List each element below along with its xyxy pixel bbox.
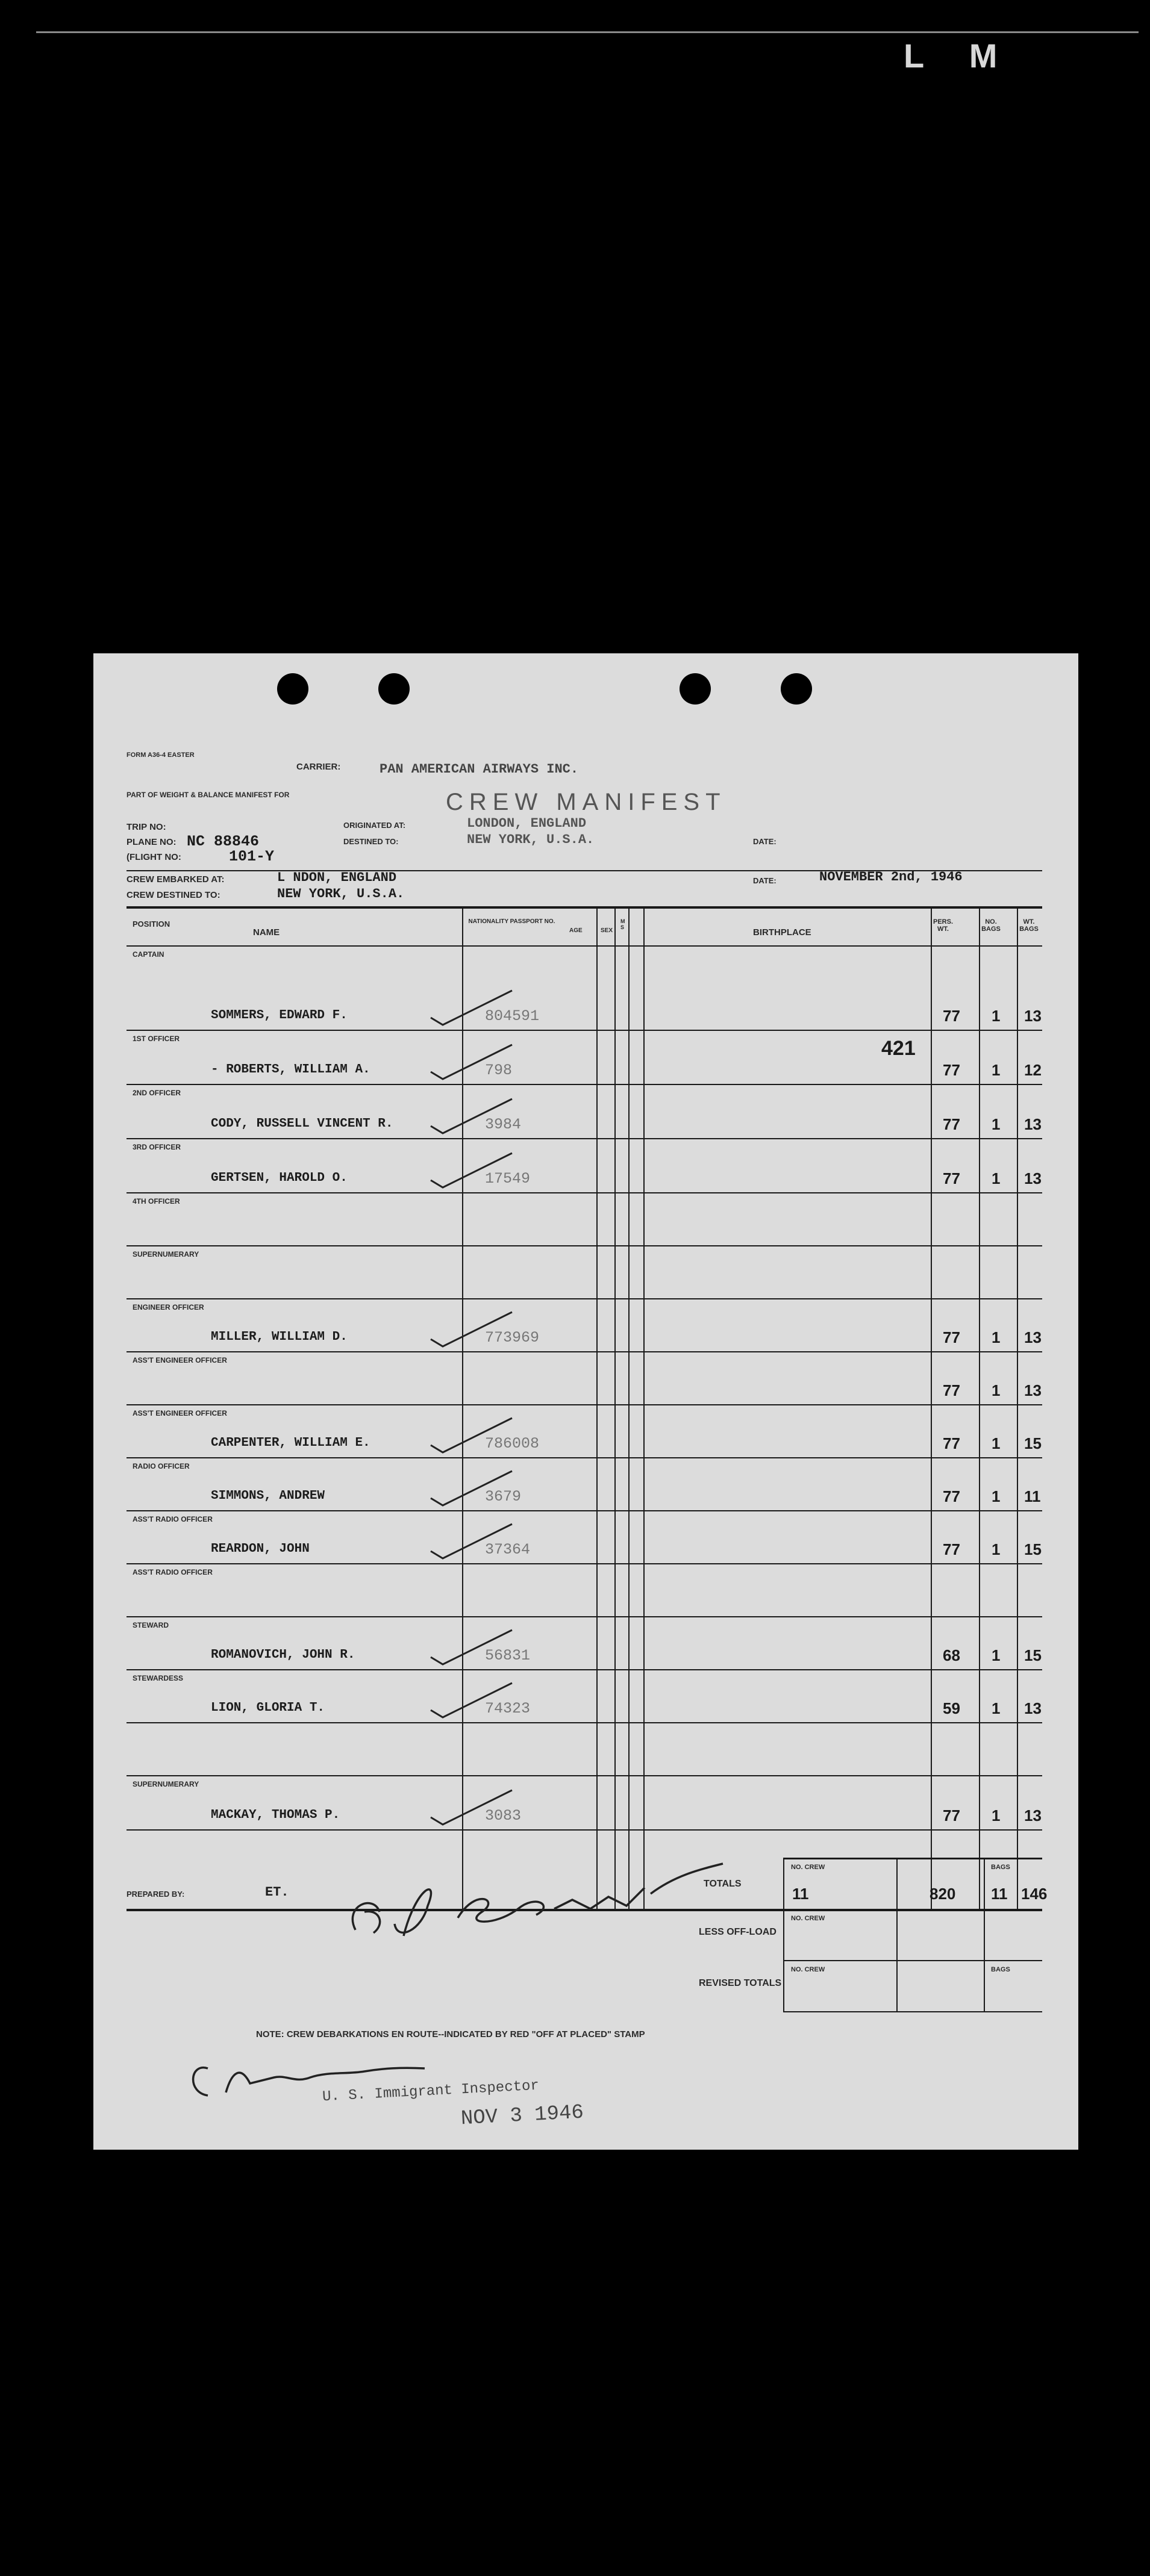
row-bag-weight: 13 (1024, 1328, 1042, 1346)
row-position: ASS'T ENGINEER OFFICER (133, 1409, 227, 1417)
row-position: ASS'T RADIO OFFICER (133, 1568, 213, 1576)
carrier-label: CARRIER: (296, 762, 341, 772)
table-row (127, 1616, 1042, 1669)
embarked-label: CREW EMBARKED AT: (127, 874, 225, 885)
row-bags: 1 (992, 1434, 1001, 1452)
row-position: STEWARD (133, 1621, 169, 1629)
row-name: LION, GLORIA T. (211, 1701, 325, 1715)
originated-label: ORIGINATED AT: (343, 821, 406, 830)
row-passport: 804591 (485, 1007, 540, 1025)
corner-mark: L M (904, 37, 1016, 75)
row-name: CARPENTER, WILLIAM E. (211, 1436, 370, 1450)
row-pers-weight: 77 (943, 1381, 960, 1399)
row-bag-weight: 11 (1024, 1487, 1041, 1505)
col-name: NAME (253, 927, 280, 938)
carrier-value: PAN AMERICAN AIRWAYS INC. (380, 762, 579, 777)
table-row (127, 1245, 1042, 1298)
checkmark-icon (428, 988, 518, 1030)
row-position: RADIO OFFICER (133, 1462, 190, 1470)
row-name: GERTSEN, HAROLD O. (211, 1171, 348, 1185)
row-bag-weight: 15 (1024, 1646, 1042, 1664)
embarked-value: L NDON, ENGLAND (277, 870, 397, 885)
row-pers-weight: 77 (943, 1115, 960, 1133)
row-passport: 74323 (485, 1700, 531, 1717)
originated-value: LONDON, ENGLAND (467, 816, 587, 831)
row-bag-weight: 13 (1024, 1115, 1042, 1133)
row-position: ASS'T RADIO OFFICER (133, 1515, 213, 1523)
no-crew-label: NO. CREW (791, 1864, 825, 1871)
date2-value: NOVEMBER 2nd, 1946 (819, 870, 963, 885)
row-position: 3RD OFFICER (133, 1143, 181, 1151)
header-note: PART OF WEIGHT & BALANCE MANIFEST FOR (127, 791, 290, 799)
col-bags: NO. BAGS (981, 918, 1001, 933)
row-bag-weight: 12 (1024, 1061, 1042, 1079)
table-row (127, 1775, 1042, 1829)
checkmark-icon (428, 1042, 518, 1084)
col-sex: SEX (601, 927, 613, 934)
no-crew-label: NO. CREW (791, 1915, 825, 1922)
checkmark-icon (428, 1787, 518, 1829)
total-weight: 820 (930, 1885, 956, 1903)
row-pers-weight: 68 (943, 1646, 960, 1664)
plane-value: NC 88846 (187, 833, 260, 850)
row-passport: 786008 (485, 1435, 540, 1452)
prepared-value: ET. (265, 1885, 289, 1900)
table-row (127, 1192, 1042, 1245)
row-passport: 3984 (485, 1116, 522, 1133)
bags-label: BAGS (991, 1864, 1010, 1871)
table-row (127, 1722, 1042, 1775)
row-bags: 1 (992, 1487, 1001, 1505)
row-bags: 1 (992, 1381, 1001, 1399)
flight-label: (FLIGHT NO: (127, 852, 181, 862)
row-bag-weight: 15 (1024, 1434, 1042, 1452)
total-bag-weight: 146 (1021, 1885, 1048, 1903)
row-name: - ROBERTS, WILLIAM A. (211, 1063, 370, 1077)
row-position: 4TH OFFICER (133, 1197, 180, 1206)
row-bag-weight: 13 (1024, 1381, 1042, 1399)
checkmark-icon (428, 1096, 518, 1138)
row-passport: 798 (485, 1062, 513, 1079)
col-ms: M S (620, 918, 625, 930)
checkmark-icon (428, 1415, 518, 1457)
checkmark-icon (428, 1309, 518, 1351)
row-bags: 1 (992, 1699, 1001, 1717)
crew-destined-value: NEW YORK, U.S.A. (277, 886, 405, 901)
table-row (127, 1510, 1042, 1563)
table-row (127, 1563, 1042, 1616)
row-position: 2ND OFFICER (133, 1089, 181, 1097)
row-pers-weight: 77 (943, 1007, 960, 1025)
inspector-date-stamp: NOV 3 1946 (460, 2101, 584, 2131)
trip-label: TRIP NO: (127, 822, 166, 832)
row-position: STEWARDESS (133, 1674, 184, 1682)
checkmark-icon (428, 1680, 518, 1722)
row-name: MILLER, WILLIAM D. (211, 1330, 348, 1344)
row-bags: 1 (992, 1540, 1001, 1558)
row-position: SUPERNUMERARY (133, 1250, 199, 1258)
row-bag-weight: 13 (1024, 1699, 1042, 1717)
col-nationality: NATIONALITY PASSPORT NO. (468, 918, 555, 925)
col-wt-bags: WT. BAGS (1019, 918, 1039, 933)
row-position: 1ST OFFICER (133, 1034, 180, 1043)
row-name: SIMMONS, ANDREW (211, 1489, 325, 1503)
offload-label: LESS OFF-LOAD (699, 1927, 777, 1937)
row-passport: 3083 (485, 1807, 522, 1825)
col-age: AGE (569, 927, 583, 934)
checkmark-icon (428, 1627, 518, 1669)
row-bags: 1 (992, 1806, 1001, 1825)
row-name: REARDON, JOHN (211, 1542, 310, 1556)
form-id: FORM A36-4 EASTER (127, 751, 195, 759)
crew-destined-label: CREW DESTINED TO: (127, 890, 220, 900)
table-row (127, 1084, 1042, 1138)
row-passport: 773969 (485, 1329, 540, 1346)
row-pers-weight: 77 (943, 1169, 960, 1187)
destined-label: DESTINED TO: (343, 837, 399, 846)
row-bags: 1 (992, 1328, 1001, 1346)
row-pers-weight: 77 (943, 1806, 960, 1825)
table-row (127, 1404, 1042, 1457)
punch-hole (680, 673, 711, 705)
table-row (127, 1351, 1042, 1404)
row-bags: 1 (992, 1115, 1001, 1133)
col-pers-wt: PERS. WT. (933, 918, 953, 933)
row-pers-weight: 77 (943, 1061, 960, 1079)
row-pers-weight: 77 (943, 1487, 960, 1505)
scan-edge-line (36, 31, 1139, 33)
row-passport: 37364 (485, 1541, 531, 1558)
table-row (127, 1298, 1042, 1351)
date2-label: DATE: (753, 876, 777, 885)
row-bags: 1 (992, 1169, 1001, 1187)
row-name: CODY, RUSSELL VINCENT R. (211, 1117, 393, 1131)
total-bags: 11 (991, 1885, 1008, 1903)
punch-hole (277, 673, 308, 705)
captain-signature (337, 1852, 759, 1948)
row-position: CAPTAIN (133, 950, 164, 959)
row-bags: 1 (992, 1007, 1001, 1025)
row-bag-weight: 13 (1024, 1169, 1042, 1187)
row-name: SOMMERS, EDWARD F. (211, 1009, 348, 1022)
no-crew-label: NO. CREW (791, 1966, 825, 1973)
flight-value: 101-Y (229, 848, 275, 865)
row-bag-weight: 13 (1024, 1007, 1042, 1025)
destined-value: NEW YORK, U.S.A. (467, 832, 595, 847)
revised-label: REVISED TOTALS (699, 1978, 782, 1988)
checkmark-icon (428, 1521, 518, 1563)
col-position: POSITION (133, 919, 170, 929)
total-crew: 11 (792, 1885, 809, 1903)
punch-hole (781, 673, 812, 705)
table-row (127, 945, 1042, 1030)
row-pers-weight: 59 (943, 1699, 960, 1717)
col-birthplace: BIRTHPLACE (753, 927, 811, 938)
row-bag-weight: 15 (1024, 1540, 1042, 1558)
table-row (127, 1457, 1042, 1510)
inspector-title: U. S. Immigrant Inspector (322, 2077, 540, 2106)
row-bag-weight: 13 (1024, 1806, 1042, 1825)
bags-label: BAGS (991, 1966, 1010, 1973)
punch-hole (378, 673, 410, 705)
row-position: ASS'T ENGINEER OFFICER (133, 1356, 227, 1364)
checkmark-icon (428, 1150, 518, 1192)
prepared-label: PREPARED BY: (127, 1890, 185, 1899)
row-passport: 3679 (485, 1488, 522, 1505)
crew-manifest-page (93, 653, 1078, 2150)
row-name: ROMANOVICH, JOHN R. (211, 1648, 355, 1662)
debarkation-note: NOTE: CREW DEBARKATIONS EN ROUTE--INDICATED BY RED "OFF AT PLACED" STAMP (256, 2029, 645, 2039)
table-row (127, 1669, 1042, 1722)
row-passport: 56831 (485, 1647, 531, 1664)
row-bags: 1 (992, 1061, 1001, 1079)
plane-label: PLANE NO: (127, 837, 177, 847)
row-name: MACKAY, THOMAS P. (211, 1808, 340, 1822)
manifest-title: CREW MANIFEST (446, 789, 727, 815)
row-position: SUPERNUMERARY (133, 1780, 199, 1788)
checkmark-icon (428, 1468, 518, 1510)
totals-label: TOTALS (704, 1879, 742, 1889)
row-pers-weight: 77 (943, 1540, 960, 1558)
row-position: ENGINEER OFFICER (133, 1303, 204, 1311)
row-pers-weight: 77 (943, 1434, 960, 1452)
row-bags: 1 (992, 1646, 1001, 1664)
margin-note: 421 (881, 1037, 916, 1060)
row-passport: 17549 (485, 1170, 531, 1187)
date-label: DATE: (753, 837, 777, 846)
table-row (127, 1138, 1042, 1192)
row-pers-weight: 77 (943, 1328, 960, 1346)
